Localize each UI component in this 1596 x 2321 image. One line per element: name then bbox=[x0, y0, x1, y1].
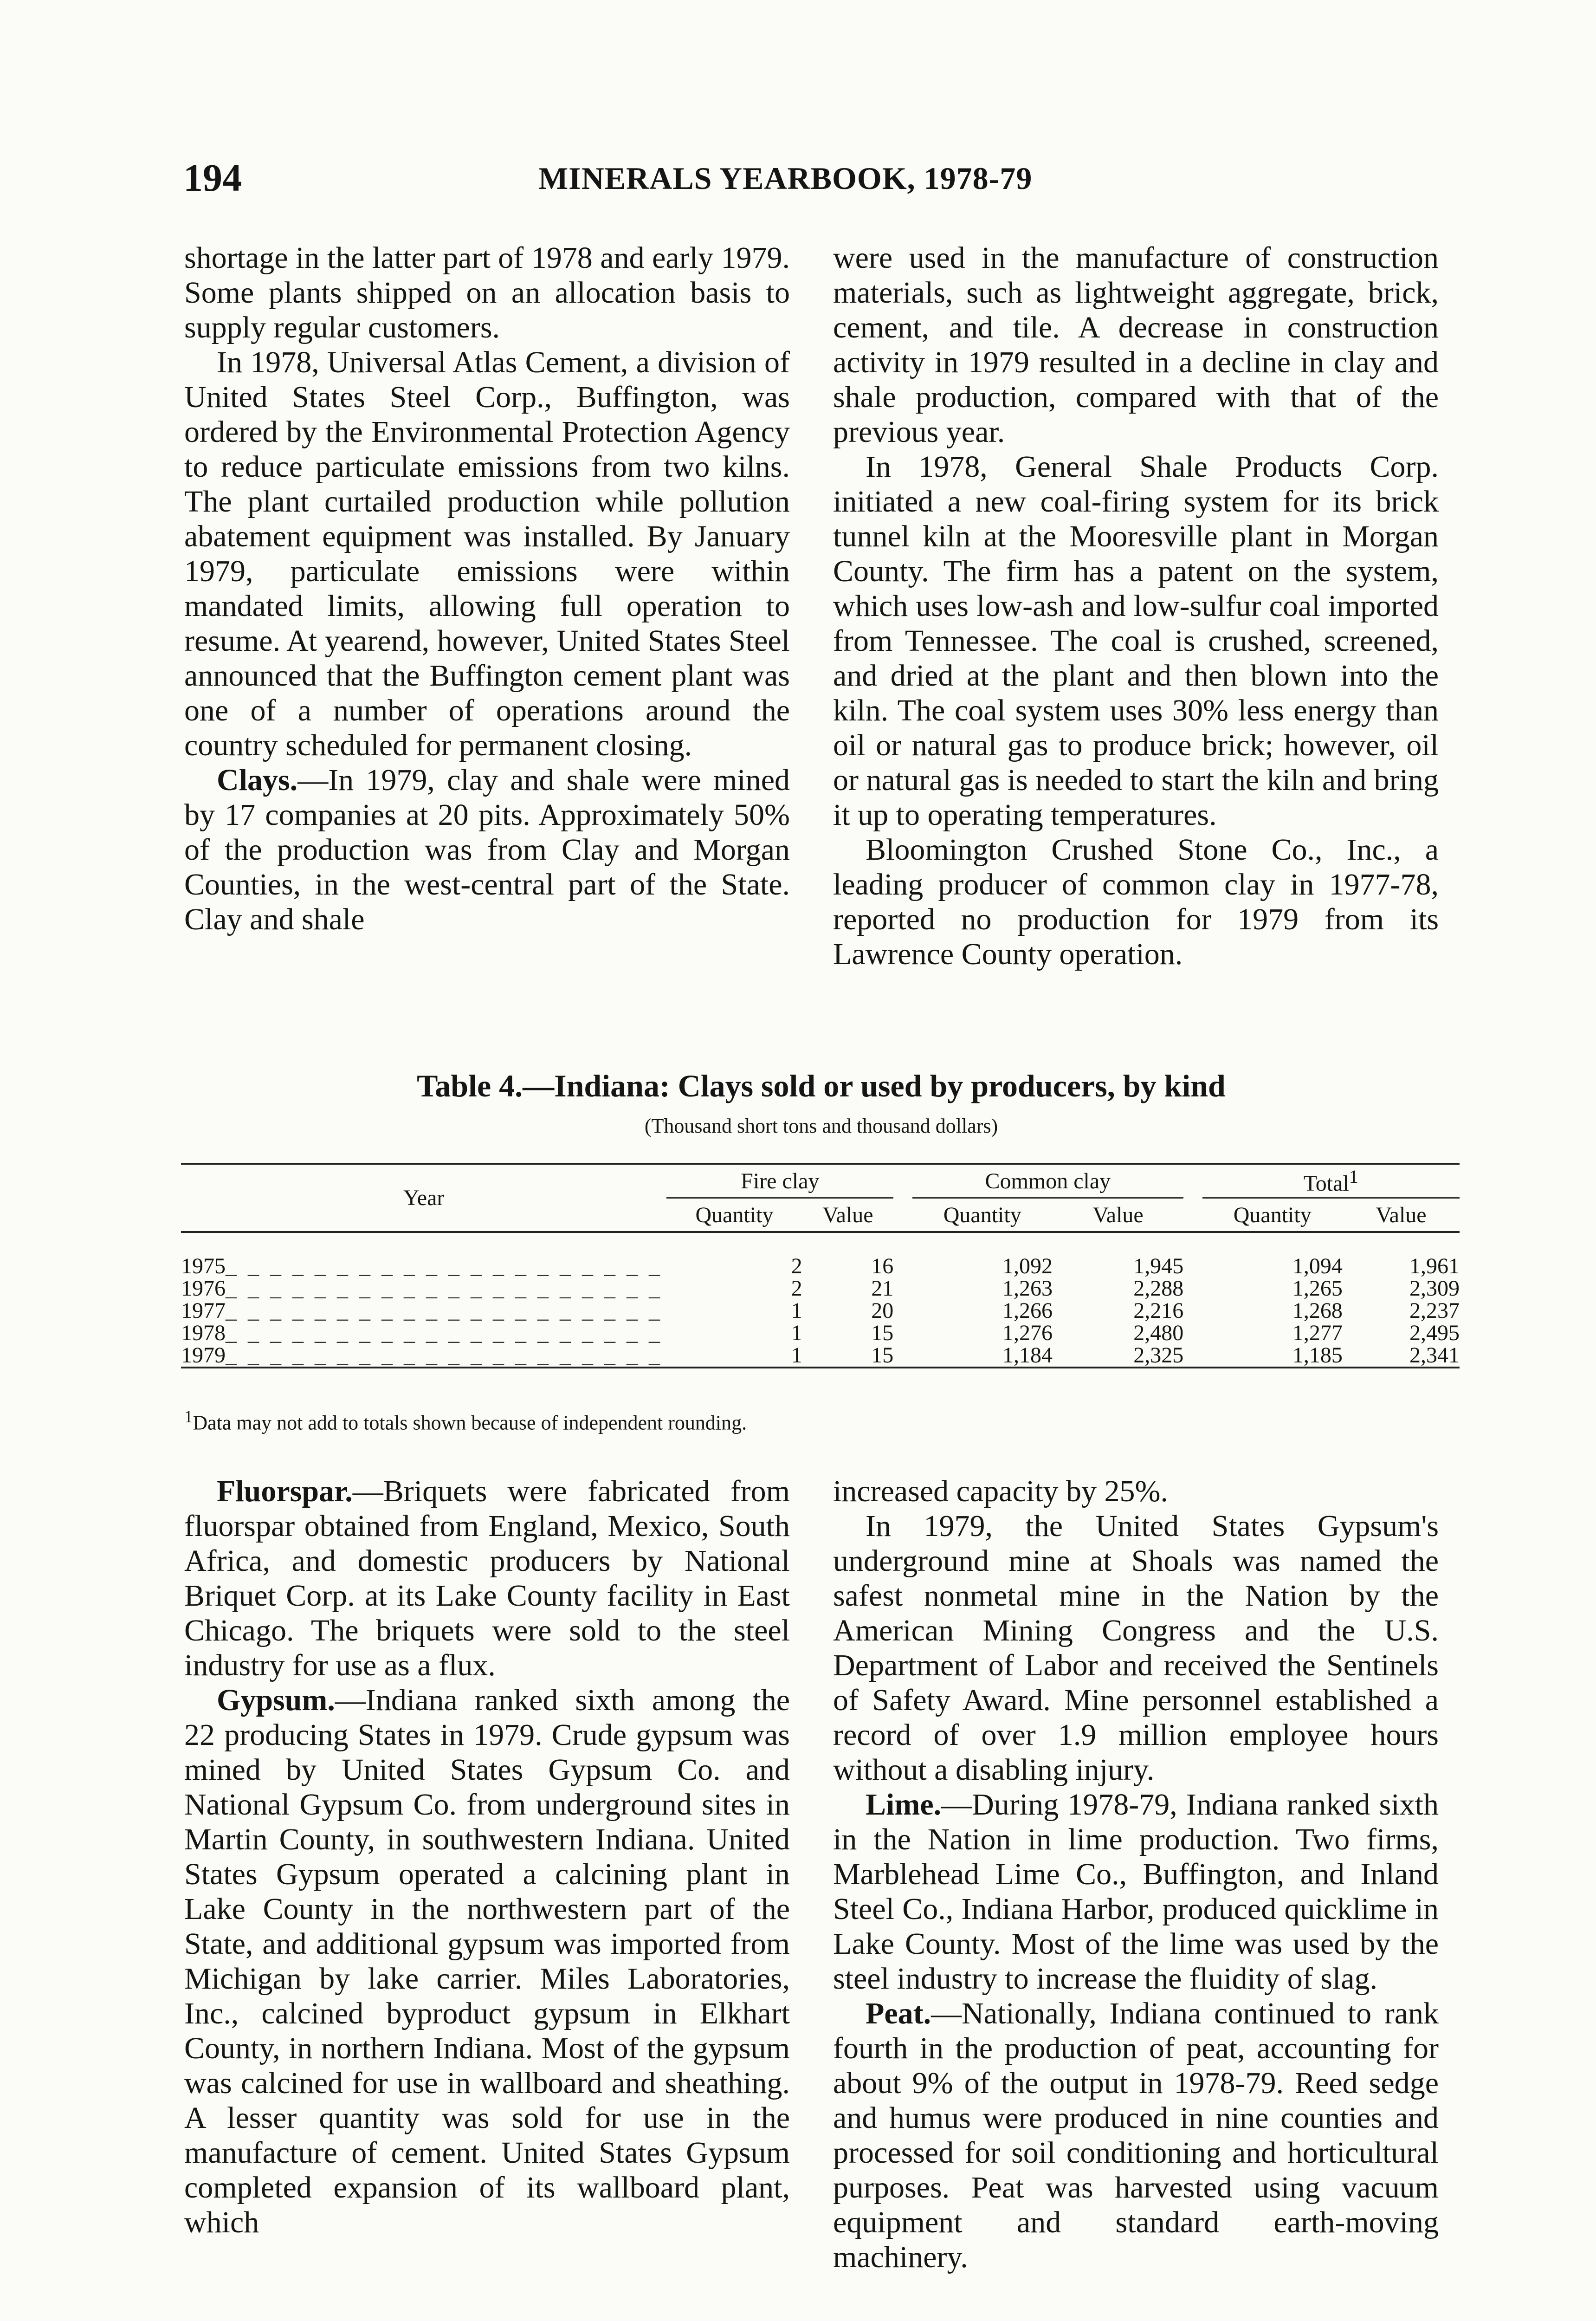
row-year: 1978 bbox=[181, 1321, 226, 1345]
gypsum-text: —Indiana ranked sixth among the 22 producing States in 1979. Crude gypsum was mined by United States Gypsum Co. and National Gypsum Co. from underground sites in Martin County, in southwestern Indiana. United States Gypsum operated a calcining plant in Lake County in the northwestern part of the State, and additional gypsum was imported from Michigan by lake carrier. Miles Laboratories, Inc., calcined byproduct gypsum in Elkhart County, in northern Indiana. Most of the gypsum was calcined for use in wallboard and sheathing. A lesser quantity was sold for use in the manufacture of cement. United States Gypsum completed expansion of its wallboard plant, which bbox=[184, 1683, 790, 2239]
column-bottom-right bbox=[833, 1474, 1439, 2275]
cell-fire-value: 15 bbox=[871, 1343, 894, 1368]
row-year: 1979 bbox=[181, 1343, 226, 1368]
section-heading-lime: Lime. bbox=[866, 1788, 942, 1822]
row-year: 1976 bbox=[181, 1276, 226, 1301]
row-year: 1977 bbox=[181, 1298, 226, 1323]
cell-total-quantity: 1,094 bbox=[1292, 1254, 1343, 1278]
cell-total-value: 1,961 bbox=[1409, 1254, 1460, 1278]
cell-fire-quantity: 1 bbox=[791, 1298, 802, 1323]
cell-fire-quantity: 2 bbox=[791, 1254, 802, 1278]
paragraph-bloomington: Bloomington Crushed Stone Co., Inc., a leading producer of common clay in 1977-78, reported no production for 1979 from its Lawrence County operation. bbox=[833, 833, 1439, 971]
paragraph-fluorspar bbox=[184, 1474, 790, 1683]
dot-leader: _ _ _ _ _ _ _ _ _ _ _ _ _ _ _ _ _ _ _ _ bbox=[226, 1298, 663, 1323]
table-row bbox=[181, 1277, 1460, 1300]
cell-total-value: 2,341 bbox=[1409, 1343, 1460, 1368]
cell-common-value: 2,325 bbox=[1133, 1343, 1184, 1368]
paragraph-capacity: increased capacity by 25%. bbox=[833, 1474, 1169, 1508]
page-number: 194 bbox=[183, 156, 242, 200]
footnote-number: 1 bbox=[184, 1407, 193, 1426]
column-top-left bbox=[184, 240, 790, 937]
table-footnote bbox=[184, 1407, 747, 1435]
paragraph-clays bbox=[184, 763, 790, 937]
table-row bbox=[181, 1344, 1460, 1368]
cell-total-value: 2,237 bbox=[1409, 1298, 1460, 1323]
cell-fire-value: 21 bbox=[871, 1276, 894, 1301]
cell-common-value: 1,945 bbox=[1133, 1254, 1184, 1278]
cell-common-quantity: 1,276 bbox=[1002, 1321, 1053, 1345]
section-heading-gypsum: Gypsum. bbox=[217, 1683, 335, 1717]
dot-leader: _ _ _ _ _ _ _ _ _ _ _ _ _ _ _ _ _ _ _ _ bbox=[226, 1276, 663, 1301]
table-row bbox=[181, 1300, 1460, 1322]
column-bottom-left bbox=[184, 1474, 790, 2240]
header-common-value: Value bbox=[1092, 1202, 1144, 1227]
cell-total-value: 2,309 bbox=[1409, 1276, 1460, 1301]
cell-fire-value: 16 bbox=[871, 1254, 894, 1278]
header-total-value: Value bbox=[1376, 1202, 1427, 1227]
paragraph-cement-shortage: shortage in the latter part of 1978 and early 1979. Some plants shipped on an allocation basis to supply regular customers. bbox=[184, 241, 790, 344]
cell-common-value: 2,216 bbox=[1133, 1298, 1184, 1323]
cell-total-quantity: 1,185 bbox=[1292, 1343, 1343, 1368]
cell-common-value: 2,288 bbox=[1133, 1276, 1184, 1301]
section-heading-clays: Clays. bbox=[217, 763, 298, 797]
cell-common-quantity: 1,184 bbox=[1002, 1343, 1053, 1368]
cell-common-value: 2,480 bbox=[1133, 1321, 1184, 1345]
section-heading-fluorspar: Fluorspar. bbox=[217, 1474, 353, 1508]
footnote-text: Data may not add to totals shown because of independent rounding. bbox=[193, 1411, 747, 1434]
table-row bbox=[181, 1255, 1460, 1277]
cell-fire-value: 20 bbox=[871, 1298, 894, 1323]
paragraph-universal-atlas: In 1978, Universal Atlas Cement, a division of United States Steel Corp., Buffington, was ordered by the Environmental Protection Agency to reduce particulate emissions from two kilns. The plant curtailed production while pollution abatement equipment was installed. By January 1979, particulate emissions were within mandated limits, allowing full operation to resume. At yearend, however, United States Steel announced that the Buffington cement plant was one of a number of operations around the country scheduled for permanent closing. bbox=[184, 345, 790, 762]
lime-text: —During 1978-79, Indiana ranked sixth in the Nation in lime production. Two firms, Marblehead Lime Co., Buffington, and Inland Steel Co., Indiana Harbor, produced quicklime in Lake County. Most of the lime was used by the steel industry to increase the fluidity of slag. bbox=[833, 1788, 1439, 1996]
cell-fire-value: 15 bbox=[871, 1321, 894, 1345]
paragraph-general-shale: In 1978, General Shale Products Corp. initiated a new coal-firing system for its brick tunnel kiln at the Mooresville plant in Morgan County. The firm has a patent on the system, which uses low-ash and low-sulfur coal imported from Tennessee. The coal is crushed, screened, and dried at the plant and then blown into the kiln. The coal system uses 30% less energy than oil or natural gas to produce brick; however, oil or natural gas is needed to start the kiln and bring it up to operating temperatures. bbox=[833, 450, 1439, 832]
header-fire-clay: Fire clay bbox=[666, 1164, 893, 1198]
dot-leader: _ _ _ _ _ _ _ _ _ _ _ _ _ _ _ _ _ _ _ _ bbox=[226, 1343, 663, 1368]
table-subtitle: (Thousand short tons and thousand dollars) bbox=[644, 1115, 998, 1137]
paragraph-gypsum bbox=[184, 1683, 790, 2240]
cell-total-quantity: 1,277 bbox=[1292, 1321, 1343, 1345]
cell-fire-quantity: 1 bbox=[791, 1321, 802, 1345]
section-heading-peat: Peat. bbox=[866, 1997, 931, 2030]
header-common-clay: Common clay bbox=[912, 1164, 1184, 1198]
paragraph-lime bbox=[833, 1787, 1439, 1996]
dot-leader: _ _ _ _ _ _ _ _ _ _ _ _ _ _ _ _ _ _ _ _ bbox=[226, 1254, 663, 1278]
paragraph-clay-uses: were used in the manufacture of construction materials, such as lightweight aggregate, brick, cement, and tile. A decrease in construction activity in 1979 resulted in a decline in clay and shale production, compared with that of the previous year. bbox=[833, 241, 1439, 449]
cell-common-quantity: 1,092 bbox=[1002, 1254, 1053, 1278]
clays-text: —In 1979, clay and shale were mined by 17 companies at 20 pits. Approximately 50% of the production was from Clay and Morgan Counties, in the west-central part of the State. Clay and shale bbox=[184, 763, 790, 936]
table-title: Table 4.—Indiana: Clays sold or used by producers, by kind bbox=[417, 1068, 1226, 1103]
header-fire-value: Value bbox=[822, 1202, 873, 1227]
header-total-label: Total bbox=[1303, 1171, 1349, 1196]
row-year: 1975 bbox=[181, 1254, 226, 1278]
cell-common-quantity: 1,263 bbox=[1002, 1276, 1053, 1301]
header-year: Year bbox=[181, 1164, 666, 1232]
header-total bbox=[1202, 1164, 1460, 1198]
cell-fire-quantity: 2 bbox=[791, 1276, 802, 1301]
cell-common-quantity: 1,266 bbox=[1002, 1298, 1053, 1323]
peat-text: —Nationally, Indiana continued to rank fourth in the production of peat, accounting for about 9% of the output in 1978-79. Reed sedge and humus were produced in nine counties and processed for soil conditioning and horticultural purposes. Peat was harvested using vacuum equipment and standard earth-moving machinery. bbox=[833, 1997, 1439, 2274]
paragraph-peat bbox=[833, 1996, 1439, 2275]
paragraph-safety-award: In 1979, the United States Gypsum's underground mine at Shoals was named the safest nonmetal mine in the Nation by the American Mining Congress and the U.S. Department of Labor and received the Sentinels of Safety Award. Mine personnel established a record of over 1.9 million employee hours without a disabling injury. bbox=[833, 1509, 1439, 1787]
running-title: MINERALS YEARBOOK, 1978-79 bbox=[538, 161, 1033, 196]
cell-total-quantity: 1,265 bbox=[1292, 1276, 1343, 1301]
header-fire-quantity: Quantity bbox=[695, 1202, 774, 1227]
header-total-quantity: Quantity bbox=[1233, 1202, 1312, 1227]
clays-table bbox=[181, 1163, 1460, 1368]
cell-total-quantity: 1,268 bbox=[1292, 1298, 1343, 1323]
dot-leader: _ _ _ _ _ _ _ _ _ _ _ _ _ _ _ _ _ _ _ _ bbox=[226, 1321, 663, 1345]
table-row bbox=[181, 1322, 1460, 1344]
fluorspar-text: —Briquets were fabricated from fluorspar obtained from England, Mexico, South Africa, and domestic producers by National Briquet Corp. at its Lake County facility in East Chicago. The briquets were sold to the steel industry for use as a flux. bbox=[184, 1474, 790, 1682]
cell-fire-quantity: 1 bbox=[791, 1343, 802, 1368]
footnote-marker: 1 bbox=[1349, 1166, 1358, 1187]
column-top-right bbox=[833, 240, 1439, 972]
header-common-quantity: Quantity bbox=[943, 1202, 1021, 1227]
cell-total-value: 2,495 bbox=[1409, 1321, 1460, 1345]
